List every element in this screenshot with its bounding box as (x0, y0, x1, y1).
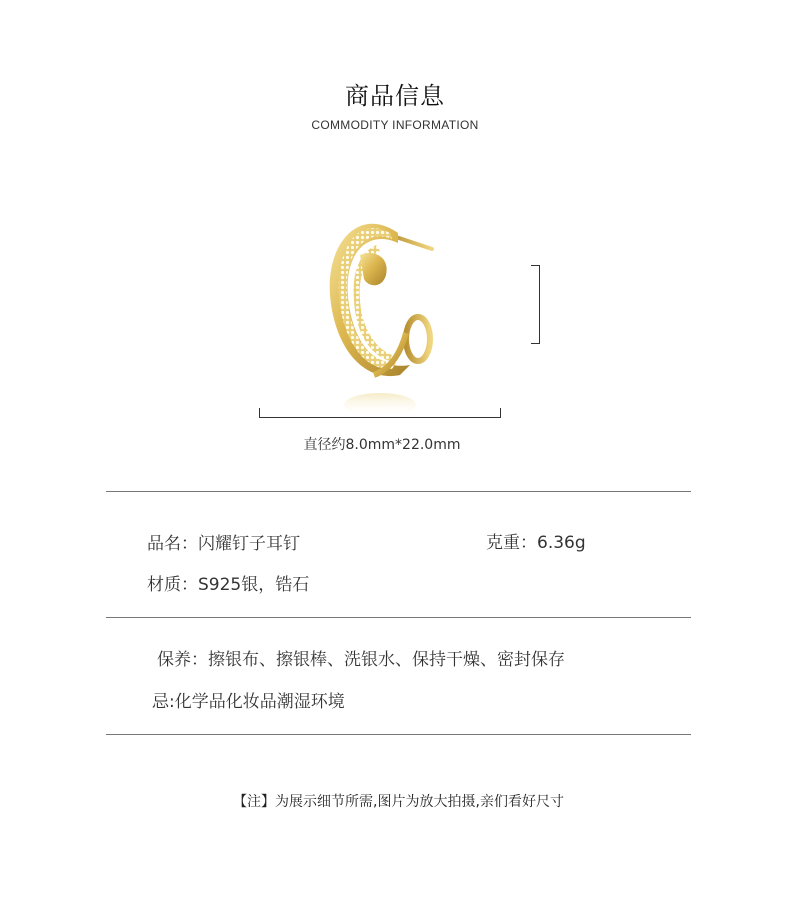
divider (106, 617, 691, 618)
care-avoid: 忌:化学品化妆品潮湿环境 (152, 692, 345, 712)
dimension-label: 直径约8.0mm*22.0mm (303, 437, 461, 453)
earring-illustration (240, 205, 470, 420)
divider (106, 734, 691, 735)
section-title: 商品信息 (345, 82, 445, 110)
earring-product-image (240, 205, 470, 420)
height-dimension-bracket (531, 265, 540, 344)
divider (106, 491, 691, 492)
care-instructions: 保养：擦银布、擦银棒、洗银水、保持干燥、密封保存 (157, 650, 565, 670)
product-material: 材质：S925银，锆石 (147, 575, 310, 595)
size-note: 【注】为展示细节所需,图片为放大拍摄,亲们看好尺寸 (233, 794, 564, 810)
product-weight: 克重：6.36g (486, 533, 586, 553)
product-name: 品名：闪耀钉子耳钉 (147, 534, 300, 554)
width-dimension-bracket (259, 408, 501, 418)
section-subtitle: COMMODITY INFORMATION (311, 118, 479, 132)
